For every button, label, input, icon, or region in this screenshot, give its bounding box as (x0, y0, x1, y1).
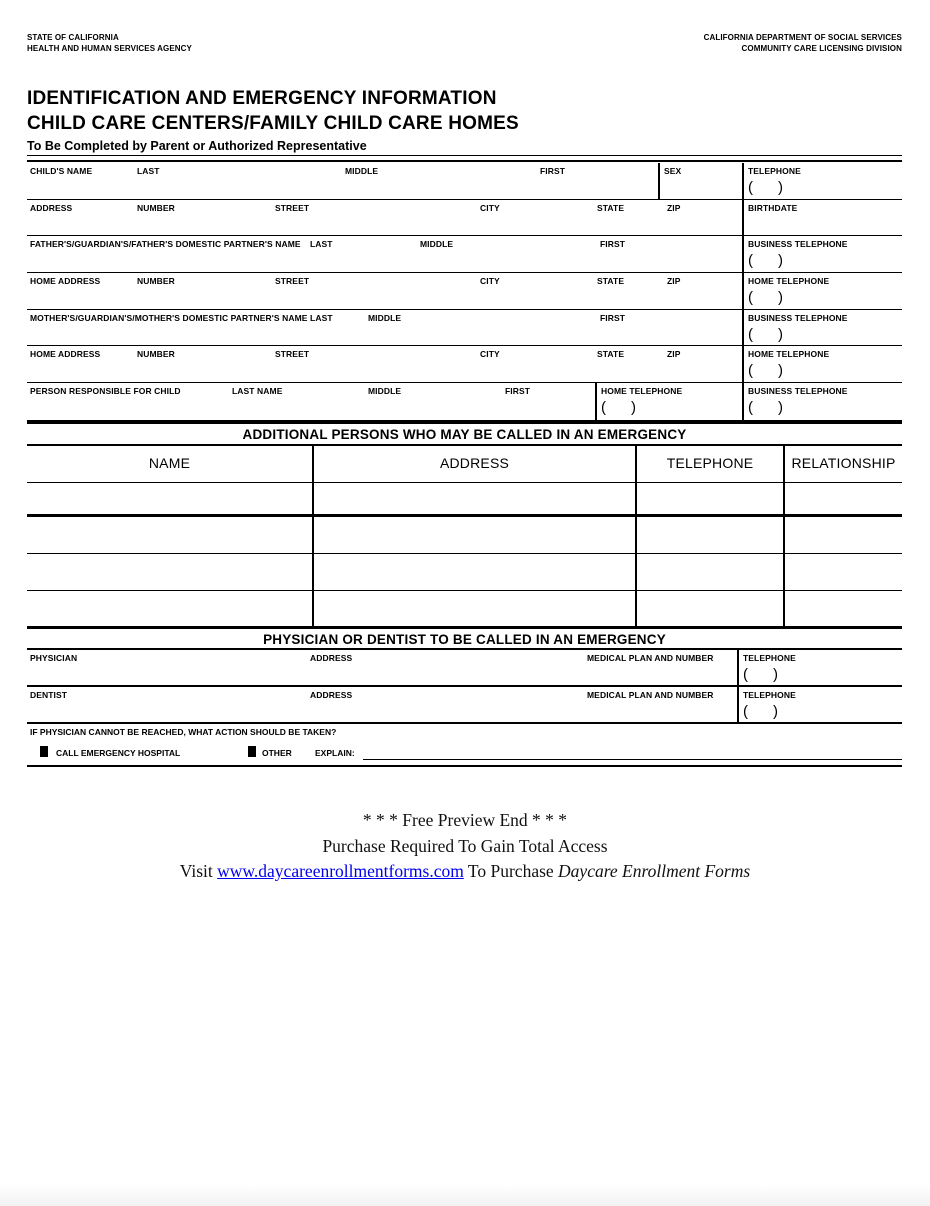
business-telephone-label: BUSINESS TELEPHONE (748, 312, 848, 323)
telephone-label: TELEPHONE (743, 653, 796, 663)
home-address-label: HOME ADDRESS (30, 349, 101, 360)
column-header-relationship: RELATIONSHIP (791, 455, 896, 471)
section-bottom-rule (27, 765, 902, 767)
footer-purchase-line (0, 861, 930, 882)
state-label: STATE (597, 202, 625, 213)
contact1-name-cell[interactable] (27, 483, 312, 514)
business-telephone-parens: ( ) (748, 252, 783, 270)
column-header-telephone: TELEPHONE (666, 455, 754, 471)
home-telephone-label: HOME TELEPHONE (748, 349, 830, 360)
other-checkbox[interactable] (248, 746, 256, 757)
contact4-address-cell[interactable] (314, 591, 635, 627)
first-label: FIRST (600, 239, 626, 250)
number-label: NUMBER (137, 202, 175, 213)
contact2-telephone-cell[interactable] (637, 517, 783, 553)
to-purchase-text: To Purchase (467, 861, 554, 881)
physician-dentist-table (27, 648, 902, 724)
contact2-name-cell[interactable] (27, 517, 312, 553)
double-rule (27, 155, 902, 162)
medical-plan-label: MEDICAL PLAN AND NUMBER (587, 653, 714, 663)
business-telephone-parens: ( ) (748, 399, 783, 417)
home-telephone-parens: ( ) (601, 399, 636, 417)
street-label: STREET (275, 202, 310, 213)
business-telephone-label: BUSINESS TELEPHONE (748, 386, 848, 397)
middle-label: MIDDLE (345, 166, 379, 176)
identification-table (27, 163, 902, 424)
physician-label: PHYSICIAN (30, 653, 78, 663)
form-title-line1: IDENTIFICATION AND EMERGENCY INFORMATION (27, 88, 497, 109)
home-address-label: HOME ADDRESS (30, 276, 101, 287)
dept-social-services: CALIFORNIA DEPARTMENT OF SOCIAL SERVICES (703, 33, 902, 42)
middle-label: MIDDLE (368, 312, 402, 323)
telephone-parens: ( ) (743, 702, 778, 720)
contact2-address-cell[interactable] (314, 517, 635, 553)
contact1-address-cell[interactable] (314, 483, 635, 514)
home-telephone-label: HOME TELEPHONE (748, 276, 830, 287)
emergency-table-header-row (27, 446, 902, 483)
father-name-row[interactable] (27, 236, 902, 273)
home-telephone-parens: ( ) (748, 362, 783, 380)
agency-header-right (704, 33, 902, 54)
last-label: LAST (137, 166, 160, 176)
form-subtitle: To Be Completed by Parent or Authorized Representative (27, 139, 367, 153)
telephone-label: TELEPHONE (743, 689, 796, 700)
childs-name-label: CHILD'S NAME (30, 166, 93, 176)
contact3-address-cell[interactable] (314, 554, 635, 590)
health-human-services: HEALTH AND HUMAN SERVICES AGENCY (27, 43, 192, 53)
home-telephone-label: HOME TELEPHONE (601, 386, 683, 397)
child-address-row[interactable] (27, 200, 902, 237)
state-label: STATE (597, 276, 625, 287)
middle-label: MIDDLE (420, 239, 454, 250)
zip-label: ZIP (667, 276, 681, 287)
emergency-contact-row-1 (27, 483, 902, 517)
state-label: STATE (597, 349, 625, 360)
explain-label: EXPLAIN: (315, 748, 355, 758)
street-label: STREET (275, 276, 310, 287)
number-label: NUMBER (137, 276, 175, 287)
contact3-name-cell[interactable] (27, 554, 312, 590)
middle-label: MIDDLE (368, 386, 402, 397)
child-name-row[interactable] (27, 163, 902, 200)
zip-label: ZIP (667, 202, 681, 213)
mother-name-row[interactable] (27, 310, 902, 347)
emergency-contact-row-3 (27, 554, 902, 591)
contact4-telephone-cell[interactable] (637, 591, 783, 627)
mother-home-address-row[interactable] (27, 346, 902, 383)
explain-fill-line[interactable] (363, 744, 902, 760)
column-header-name: NAME (148, 455, 191, 471)
home-telephone-divider (595, 383, 597, 420)
purchase-required-text: Purchase Required To Gain Total Access (322, 836, 608, 856)
telephone-parens: ( ) (748, 179, 783, 196)
person-responsible-row[interactable] (27, 383, 902, 420)
product-name-italic: Daycare Enrollment Forms (558, 861, 751, 881)
call-emergency-hospital-label: CALL EMERGENCY HOSPITAL (56, 748, 181, 758)
birthdate-label: BIRTHDATE (748, 202, 798, 213)
call-emergency-hospital-checkbox[interactable] (40, 746, 48, 757)
physician-section-title: PHYSICIAN OR DENTIST TO BE CALLED IN AN EMERGENCY (263, 632, 666, 647)
father-name-label: FATHER'S/GUARDIAN'S/FATHER'S DOMESTIC PARTNER'S NAME (30, 239, 301, 250)
state-of-california: STATE OF CALIFORNIA (27, 33, 119, 42)
other-label: OTHER (262, 748, 292, 758)
first-label: FIRST (505, 386, 531, 397)
contact1-relationship-cell[interactable] (785, 483, 902, 514)
emergency-persons-table (27, 444, 902, 629)
emergency-contact-row-4 (27, 591, 902, 627)
community-care-licensing: COMMUNITY CARE LICENSING DIVISION (741, 43, 902, 53)
form-title-line2: CHILD CARE CENTERS/FAMILY CHILD CARE HOMES (27, 113, 519, 134)
dentist-label: DENTIST (30, 689, 68, 700)
contact3-relationship-cell[interactable] (785, 554, 902, 590)
emergency-persons-section-title: ADDITIONAL PERSONS WHO MAY BE CALLED IN AN EMERGENCY (242, 427, 687, 442)
address-label: ADDRESS (30, 202, 73, 213)
first-label: FIRST (600, 312, 626, 323)
address-label: ADDRESS (310, 689, 353, 700)
daycareenrollmentforms-link[interactable]: www.daycareenrollmentforms.com (217, 861, 464, 881)
medical-plan-label: MEDICAL PLAN AND NUMBER (587, 689, 714, 700)
first-label: FIRST (540, 166, 566, 176)
contact4-name-cell[interactable] (27, 591, 312, 627)
business-telephone-parens: ( ) (748, 325, 783, 343)
physician-unreachable-question: IF PHYSICIAN CANNOT BE REACHED, WHAT ACTION SHOULD BE TAKEN? (30, 727, 337, 737)
father-home-address-row[interactable] (27, 273, 902, 310)
address-label: ADDRESS (310, 653, 353, 663)
physician-row[interactable] (27, 650, 902, 687)
contact4-relationship-cell[interactable] (785, 591, 902, 627)
home-telephone-parens: ( ) (748, 289, 783, 307)
dentist-row[interactable] (27, 687, 902, 722)
zip-label: ZIP (667, 349, 681, 360)
telephone-parens: ( ) (743, 666, 778, 683)
last-label: LAST (310, 239, 333, 250)
number-label: NUMBER (137, 349, 175, 360)
sex-divider (658, 163, 660, 199)
free-preview-end-text: * * * Free Preview End * * * (362, 810, 568, 830)
street-label: STREET (275, 349, 310, 360)
last-name-label: LAST NAME (232, 386, 283, 397)
contact2-relationship-cell[interactable] (785, 517, 902, 553)
business-telephone-label: BUSINESS TELEPHONE (748, 239, 848, 250)
telephone-label: TELEPHONE (748, 166, 801, 176)
page-bottom-shadow (0, 1184, 930, 1206)
emergency-contact-row-2 (27, 517, 902, 554)
person-responsible-label: PERSON RESPONSIBLE FOR CHILD (30, 386, 181, 397)
contact1-telephone-cell[interactable] (637, 483, 783, 514)
city-label: CITY (480, 276, 500, 287)
contact3-telephone-cell[interactable] (637, 554, 783, 590)
mother-name-label: MOTHER'S/GUARDIAN'S/MOTHER'S DOMESTIC PARTNER'S NAME LAST (30, 312, 333, 323)
agency-header-left (27, 33, 192, 54)
city-label: CITY (480, 202, 500, 213)
sex-label: SEX (664, 166, 682, 176)
visit-prefix: Visit (179, 861, 213, 881)
column-header-address: ADDRESS (439, 455, 510, 471)
city-label: CITY (480, 349, 500, 360)
